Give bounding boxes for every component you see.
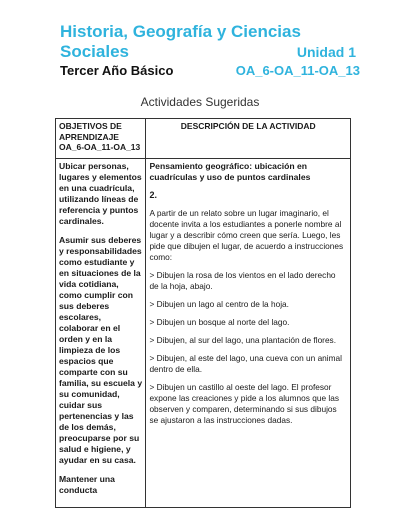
objective-text: Mantener una conducta xyxy=(59,474,115,495)
activity-instruction: > Dibujen un bosque al norte del lago. xyxy=(149,317,290,327)
subject-title-line2: Sociales xyxy=(60,42,129,61)
activity-title: Pensamiento geográfico: ubicación en cuadrículas y uso de puntos cardinales xyxy=(149,161,311,182)
activity-instruction: > Dibujen un lago al centro de la hoja. xyxy=(149,299,289,309)
activity-instruction: > Dibujen un castillo al oeste del lago. El profesor expone las creaciones y pide a los alumnos que las observen y comparen, determinando si sus dibujos se ajustaron a las instrucciones dadas. xyxy=(149,382,339,425)
activity-instruction: > Dibujen, al sur del lago, una plantación de flores. xyxy=(149,335,337,345)
grade-label: Tercer Año Básico xyxy=(60,63,174,78)
objectives-cell xyxy=(56,159,146,508)
description-column-header: DESCRIPCIÓN DE LA ACTIVIDAD xyxy=(146,119,351,159)
activity-paragraph: A partir de un relato sobre un lugar imaginario, el docente invita a los estudiantes a ponerle nombre al lugar y a describir cómo creen que sería. Luego, les pide que dibujen el lugar, de acuerdo a instrucciones como: xyxy=(149,208,344,262)
document-header xyxy=(60,22,360,78)
activity-instruction: > Dibujen la rosa de los vientos en el lado derecho de la hoja, abajo. xyxy=(149,270,336,291)
table-header-row xyxy=(56,119,351,159)
grade-row xyxy=(60,63,360,78)
subject-title-line1: Historia, Geografía y Ciencias xyxy=(60,22,301,41)
objective-text: Asumir sus deberes y responsabilidades como estudiante y en situaciones de la vida cotidiana, como cumplir con sus deberes escolares, colaborar en el orden y en la limpieza de los espacios que comparte con su familia, su escuela y su comunidad, cuidar sus pertenencias y las de los demás, preocuparse por su salud e higiene, y ayudar en su casa. xyxy=(59,235,143,465)
activity-instruction: > Dibujen, al este del lago, una cueva con un animal dentro de ella. xyxy=(149,353,343,374)
table-row xyxy=(56,159,351,508)
oa-code-label: OA_6-OA_11-OA_13 xyxy=(235,63,360,78)
objectives-column-header: OBJETIVOS DE APRENDIZAJE OA_6-OA_11-OA_13 xyxy=(56,119,146,159)
activities-table xyxy=(55,118,351,508)
subject-title-row xyxy=(60,42,360,62)
objective-text: Ubicar personas, lugares y elementos en una cuadrícula, utilizando líneas de referencia y puntos cardinales. xyxy=(59,161,142,226)
activity-number: 2. xyxy=(149,190,157,200)
section-heading: Actividades Sugeridas xyxy=(140,95,260,109)
activity-description-cell xyxy=(146,159,351,508)
unit-label: Unidad 1 xyxy=(296,44,356,60)
